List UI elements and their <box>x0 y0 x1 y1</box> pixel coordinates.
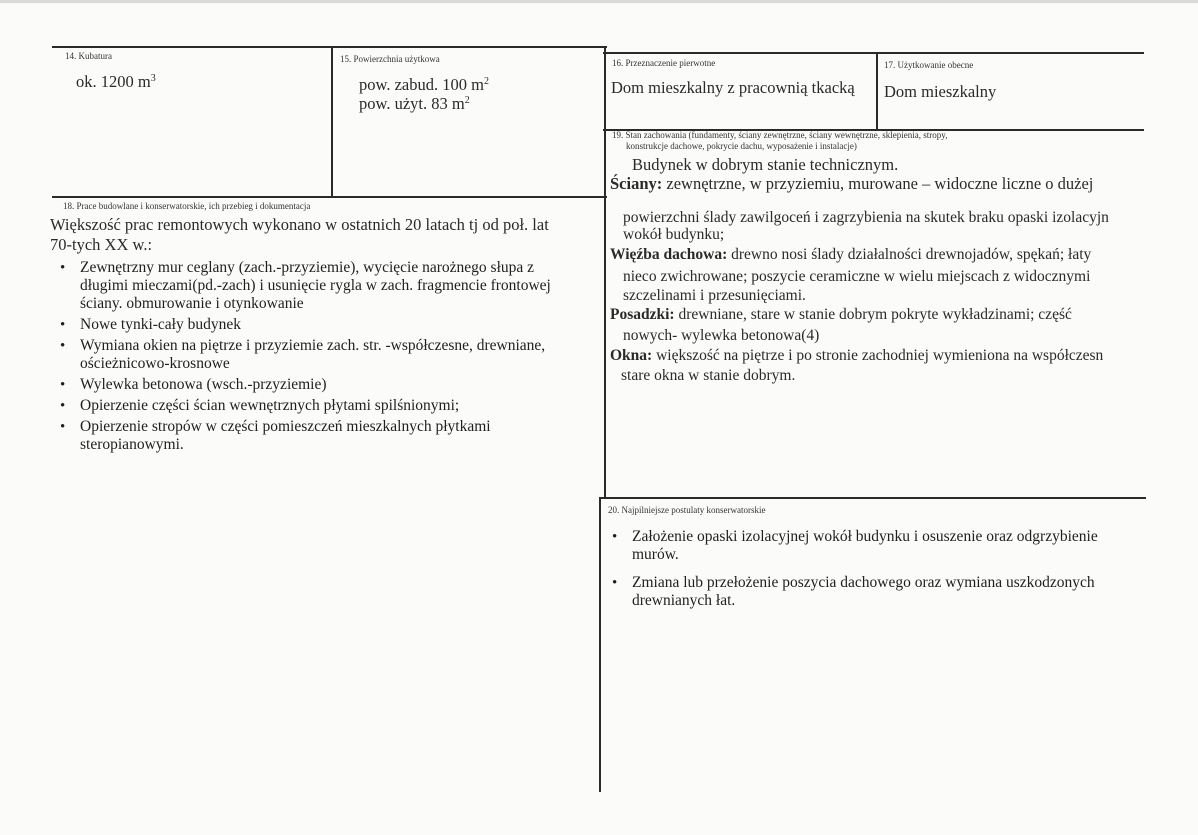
field-19-wiezba-1 <box>610 246 1091 264</box>
field-19-wiezba-2: nieco zwichrowane; poszycie ceramiczne w wielu miejscach z widocznymi <box>623 268 1091 285</box>
field-17-value: Dom mieszkalny <box>884 82 997 101</box>
list-item-line: drewnianych łat. <box>632 592 736 609</box>
list-item-line: • Opierzenie stropów w części pomieszczeń mieszkalnych płytkami <box>80 418 491 435</box>
field-18-intro-1: Większość prac remontowych wykonano w ostatnich 20 latach tj od poł. lat <box>50 215 549 234</box>
pow-zabud-sup: 2 <box>483 76 489 87</box>
field-20-label: 20. Najpilniejsze postulaty konserwatorskie <box>608 505 766 515</box>
okna-text-1: większość na piętrze i po stronie zachodniej wymieniona na współczesn <box>652 347 1104 364</box>
okna-heading: Okna: <box>610 347 653 364</box>
list-item <box>610 528 1145 564</box>
field-15-line1 <box>359 76 489 94</box>
sciany-heading: Ściany: <box>610 174 663 193</box>
list-item-line: • Opierzenie części ścian wewnętrznych płytami spilśnionymi; <box>80 397 460 414</box>
field-19-label-2: konstrukcje dachowe, pokrycie dachu, wyposażenie i instalacje) <box>626 141 857 151</box>
field-19-sciany-2: powierzchni ślady zawilgoceń i zagrzybienia na skutek braku opaski izolacyjn <box>623 209 1109 226</box>
list-item-line: ościeżnicowo-krosnowe <box>80 355 230 372</box>
field-19-wiezba-3: szczelinami i przesunięciami. <box>623 287 806 304</box>
divider-main-lower <box>599 497 601 792</box>
field-14-label: 14. Kubatura <box>65 51 112 61</box>
divider-main <box>604 46 606 498</box>
field-18-label: 18. Prace budowlane i konserwatorskie, ich przebieg i dokumentacja <box>63 201 311 211</box>
rule-20-top <box>601 497 1146 499</box>
posadzki-text-1: drewniane, stare w stanie dobrym pokryte wykładzinami; część <box>674 306 1072 323</box>
list-item <box>58 337 598 373</box>
divider-16-17 <box>876 52 878 129</box>
field-20-list <box>610 528 1145 610</box>
scan-edge <box>0 0 1198 3</box>
rule-18-top <box>52 196 607 198</box>
kubatura-sup: 3 <box>150 73 156 84</box>
list-item-line: ściany. obmurowanie i otynkowanie <box>80 295 304 312</box>
list-item-line: • Zmiana lub przełożenie poszycia dachowego oraz wymiana uszkodzonych <box>632 574 1095 591</box>
top-rule-right <box>603 52 1144 54</box>
field-18-list <box>58 259 598 454</box>
field-19-okna-2: stare okna w stanie dobrym. <box>621 367 796 384</box>
list-item <box>58 376 598 394</box>
list-item <box>58 259 598 313</box>
divider-14-15 <box>331 46 333 196</box>
top-rule-left <box>52 46 607 48</box>
field-19-sciany-1 <box>610 175 1093 193</box>
field-14-value <box>76 73 156 91</box>
list-item <box>58 418 598 454</box>
field-19-okna-1 <box>610 347 1103 365</box>
wiezba-text-1: drewno nosi ślady działalności drewnojadów, spękań; łaty <box>727 246 1092 263</box>
field-19-label-1: 19. Stan zachowania (fundamenty, ściany zewnętrzne, ściany wewnętrzne, sklepienia, stropy, <box>612 130 948 140</box>
list-item-line: murów. <box>632 546 679 563</box>
field-17-label: 17. Użytkowanie obecne <box>884 60 974 70</box>
wiezba-heading: Więźba dachowa: <box>610 246 728 263</box>
posadzki-heading: Posadzki: <box>610 306 675 323</box>
field-19-posadzki-1 <box>610 306 1072 324</box>
sciany-text-1: zewnętrzne, w przyziemiu, murowane – widoczne liczne o dużej <box>662 174 1094 193</box>
field-19-posadzki-2: nowych- wylewka betonowa(4) <box>623 327 820 344</box>
list-item-line: • Założenie opaski izolacyjnej wokół budynku i osuszenie oraz odgrzybienie <box>632 528 1098 545</box>
kubatura-text: ok. 1200 m <box>76 72 151 91</box>
field-18-intro-2: 70-tych XX w.: <box>50 235 153 254</box>
list-item <box>58 397 598 415</box>
list-item-line: długimi mieczami(pd.-zach) i usunięcie rygla w zach. fragmencie frontowej <box>80 277 551 294</box>
pow-uzyt-sup: 2 <box>464 95 470 106</box>
field-15-line2 <box>359 95 470 113</box>
field-19-intro: Budynek w dobrym stanie technicznym. <box>632 155 899 174</box>
pow-uzyt-text: pow. użyt. 83 m <box>359 94 465 113</box>
list-item-line: steropianowymi. <box>80 436 184 453</box>
list-item-line: • Wylewka betonowa (wsch.-przyziemie) <box>80 376 327 393</box>
list-item-line: • Nowe tynki-cały budynek <box>80 316 241 333</box>
pow-zabud-text: pow. zabud. 100 m <box>359 75 484 94</box>
field-16-label: 16. Przeznaczenie pierwotne <box>612 58 716 68</box>
field-19-sciany-3: wokół budynku; <box>623 226 725 243</box>
list-item <box>610 574 1145 610</box>
list-item-line: • Wymiana okien na piętrze i przyziemie zach. str. -współczesne, drewniane, <box>80 337 546 354</box>
field-15-label: 15. Powierzchnia użytkowa <box>340 54 440 64</box>
list-item-line: • Zewnętrzny mur ceglany (zach.-przyziemie), wycięcie narożnego słupa z <box>80 259 535 276</box>
list-item <box>58 316 598 334</box>
field-16-value: Dom mieszkalny z pracownią tkacką <box>611 78 855 97</box>
